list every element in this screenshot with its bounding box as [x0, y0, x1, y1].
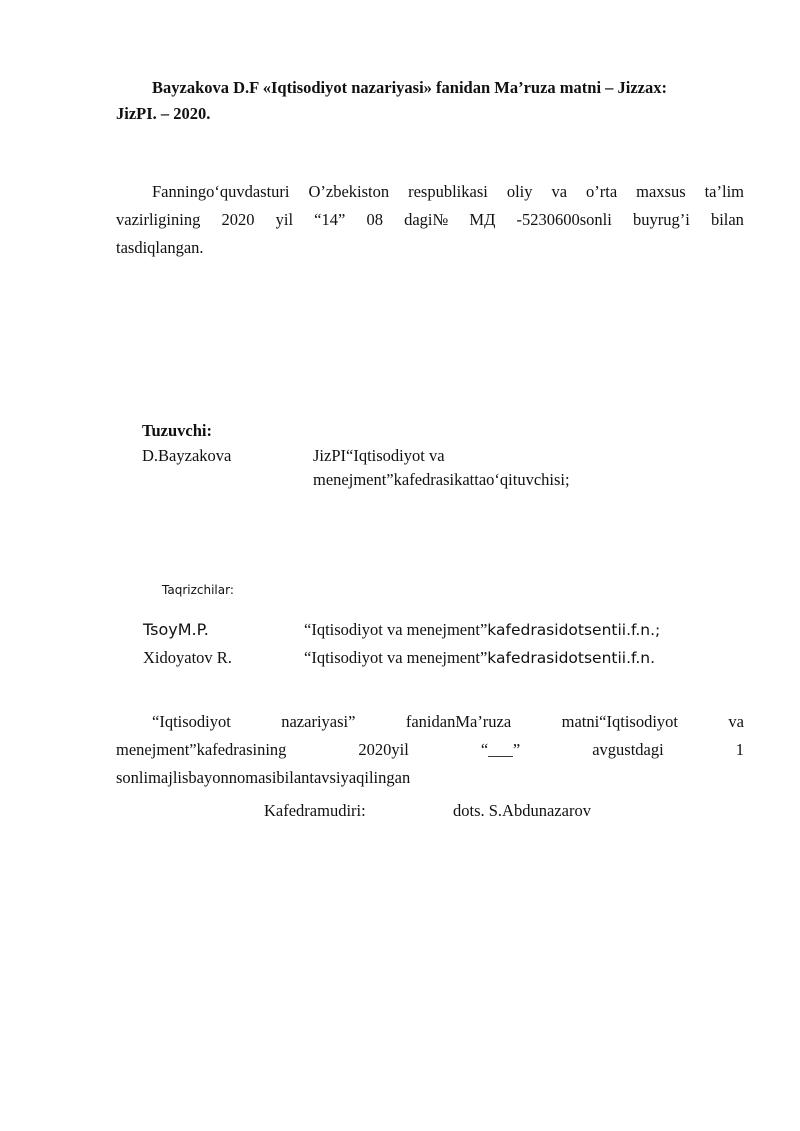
word: avgustdagi [592, 740, 664, 759]
word: vazirligining [116, 210, 201, 229]
word: 2020yil [358, 740, 409, 759]
word: tasdiqlangan. [116, 238, 204, 257]
compiler-label: Tuzuvchi: [142, 421, 212, 440]
paragraph-line [116, 764, 744, 792]
reviewer-name: Xidoyatov R. [143, 648, 232, 667]
paragraph-line [116, 178, 744, 206]
word: “___” [480, 740, 521, 759]
word: matni“Iqtisodiyot [561, 712, 679, 731]
department-head-name: dots. S.Abdunazarov [453, 801, 591, 820]
paragraph-line [116, 206, 744, 234]
word: -5230600sonli [516, 210, 612, 229]
reviewer-role [304, 620, 660, 640]
word: 1 [735, 740, 744, 759]
word: 2020 [221, 210, 255, 229]
word: respublikasi [408, 182, 488, 201]
reviewer-role-title: kafedrasidotsentii.f.n. [487, 649, 656, 667]
reviewer-name: TsoyM.P. [143, 620, 209, 639]
reviewer-role-department: “Iqtisodiyot va menejment” [304, 620, 488, 639]
reviewer-role-title: kafedrasidotsentii.f.n.; [487, 621, 661, 639]
word: 08 [366, 210, 383, 229]
word: O’zbekiston [308, 182, 390, 201]
compiler-name: D.Bayzakova [142, 446, 232, 465]
word: Fanningo‘quvdasturi [152, 182, 290, 201]
reviewer-role [304, 648, 655, 668]
word: maxsus [636, 182, 686, 201]
compiler-role-continuation: menejment”kafedrasikattao‘qituvchisi; [313, 470, 570, 489]
word: “Iqtisodiyot [152, 712, 231, 731]
reviewers-label: Taqrizchilar: [162, 583, 234, 597]
word: sonlimajlisbayonnomasibilantavsiyaqilingan [116, 768, 411, 787]
paragraph-line [116, 708, 744, 736]
recommendation-paragraph [116, 708, 744, 792]
word: fanidanMa’ruza [405, 712, 512, 731]
word: dagi№ [404, 210, 449, 229]
word: va [551, 182, 568, 201]
word: menejment”kafedrasining [116, 740, 287, 759]
word: oliy [506, 182, 533, 201]
paragraph-line [116, 234, 744, 262]
word: buyrug’i [632, 210, 690, 229]
paragraph-line [116, 736, 744, 764]
document-title-continuation: JizPI. – 2020. [116, 104, 211, 123]
reviewer-role-department: “Iqtisodiyot va menejment” [304, 648, 488, 667]
word: МД [469, 210, 496, 229]
word: o’rta [586, 182, 618, 201]
compiler-role: JizPI“Iqtisodiyot va [313, 446, 445, 465]
document-title: Bayzakova D.F «Iqtisodiyot nazariyasi» fanidan Ma’ruza matni – Jizzax: [152, 78, 668, 97]
word: bilan [710, 210, 744, 229]
word: “14” [314, 210, 346, 229]
program-approval-paragraph [116, 178, 744, 262]
word: yil [275, 210, 294, 229]
department-head-label: Kafedramudiri: [264, 801, 366, 820]
word: ta’lim [704, 182, 744, 201]
word: va [728, 712, 744, 731]
word: nazariyasi” [281, 712, 356, 731]
